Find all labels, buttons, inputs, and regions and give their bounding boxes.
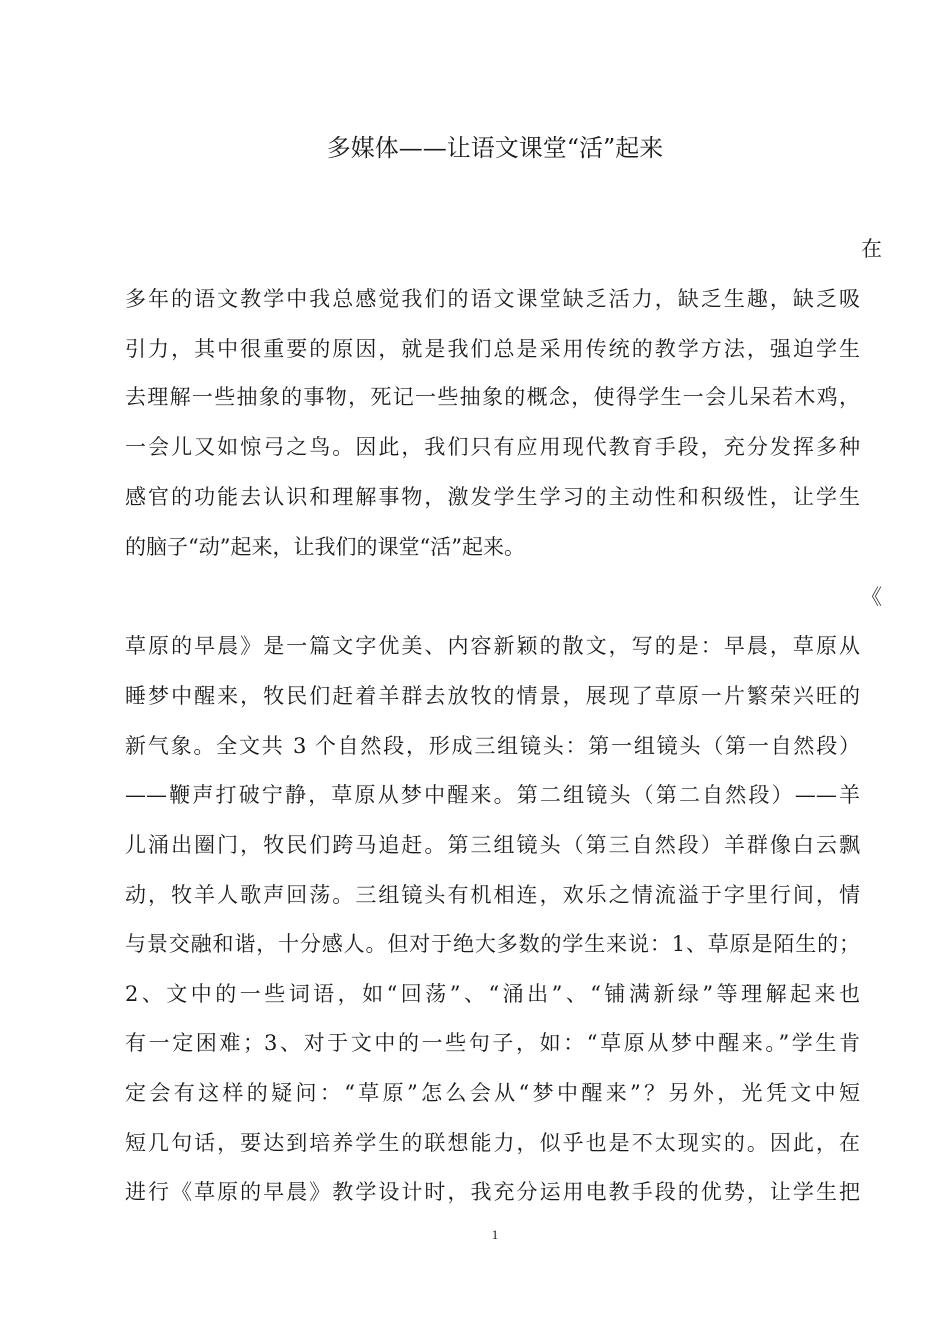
paragraph-2-line: 有一定困难；3、对于文中的一些句子，如：“草原从梦中醒来。”学生肯	[125, 1031, 860, 1055]
paragraph-2-line: 动，牧羊人歌声回荡。三组镜头有机相连，欢乐之情流溢于字里行间，情	[125, 883, 860, 907]
paragraph-2-line: 进行《草原的早晨》教学设计时，我充分运用电教手段的优势，让学生把	[125, 1180, 860, 1204]
paragraph-2-line: 草原的早晨》是一篇文字优美、内容新颖的散文，写的是：早晨，草原从	[125, 634, 860, 658]
paragraph-1-line: 的脑子“动”起来，让我们的课堂“活”起来。	[125, 535, 525, 559]
paragraph-1-line: 多年的语文教学中我总感觉我们的语文课堂缺乏活力，缺乏生趣，缺乏吸	[125, 287, 860, 311]
paragraph-2-line: 2、文中的一些词语，如“回荡”、“涌出”、“铺满新绿”等理解起来也	[125, 982, 860, 1006]
paragraph-2-line: 与景交融和谐，十分感人。但对于绝大多数的学生来说：1、草原是陌生的；	[125, 932, 860, 956]
paragraph-2-line: ——鞭声打破宁静，草原从梦中醒来。第二组镜头（第二自然段）——羊	[125, 783, 860, 807]
paragraph-2-line: 短几句话，要达到培养学生的联想能力，似乎也是不太现实的。因此，在	[125, 1131, 860, 1155]
paragraph-2-line: 儿涌出圈门，牧民们跨马追赶。第三组镜头（第三自然段）羊群像白云飘	[125, 833, 860, 857]
paragraph-1-line: 感官的功能去认识和理解事物，激发学生学习的主动性和积级性，让学生	[125, 485, 860, 509]
paragraph-2-line: 睡梦中醒来，牧民们赶着羊群去放牧的情景，展现了草原一片繁荣兴旺的	[125, 684, 860, 708]
document-title: 多媒体——让语文课堂“活”起来	[326, 134, 664, 162]
paragraph-1-line: 去理解一些抽象的事物，死记一些抽象的概念，使得学生一会儿呆若木鸡，	[125, 385, 860, 409]
page-number: 1	[491, 1227, 499, 1242]
paragraph-1-line: 一会儿又如惊弓之鸟。因此，我们只有应用现代教育手段，充分发挥多种	[125, 435, 860, 459]
paragraph-2-line: 《	[861, 585, 882, 609]
paragraph-1-line: 在	[861, 237, 882, 261]
paragraph-2-line: 定会有这样的疑问：“草原”怎么会从“梦中醒来”？另外，光凭文中短	[125, 1081, 860, 1105]
paragraph-1-line: 引力，其中很重要的原因，就是我们总是采用传统的教学方法，强迫学生	[125, 337, 860, 361]
paragraph-2-line: 新气象。全文共 3 个自然段，形成三组镜头：第一组镜头（第一自然段）	[125, 734, 860, 758]
